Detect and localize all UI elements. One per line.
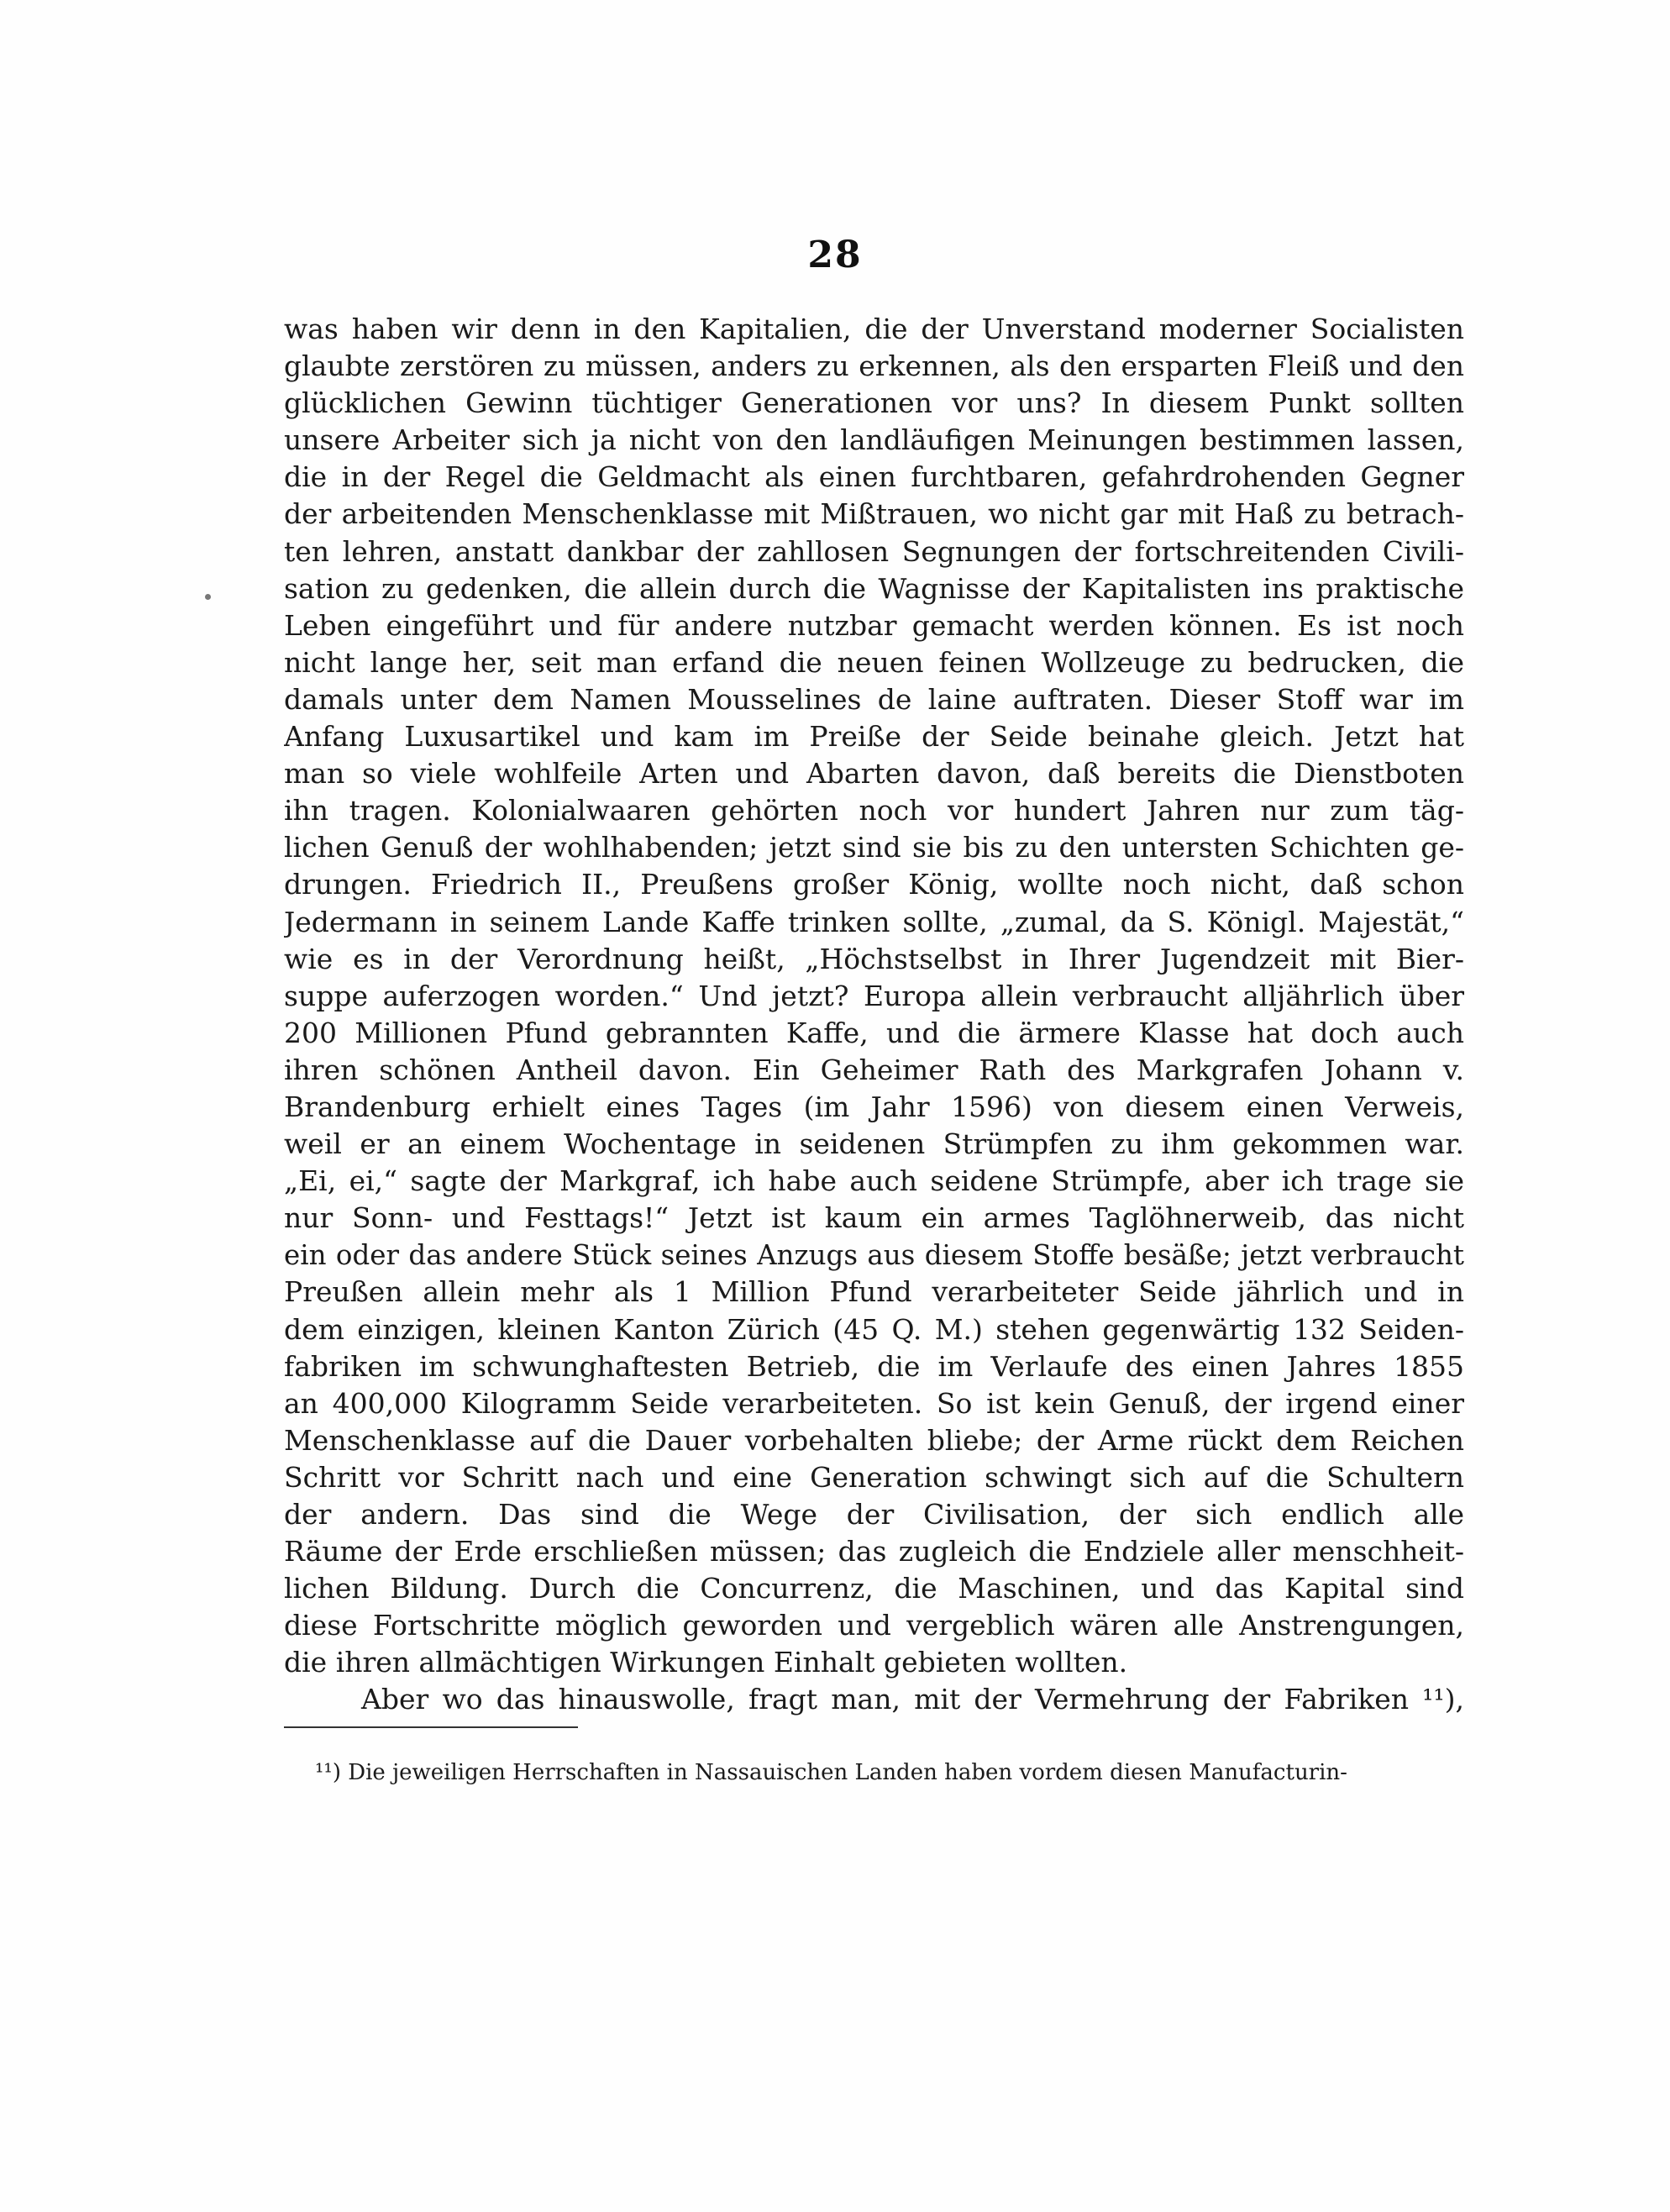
- text-line: ihn tragen. Kolonialwaaren gehörten noch vor hundert Jahren nur zum täg-: [284, 794, 1464, 828]
- text-line: was haben wir denn in den Kapitalien, die der Unverstand moderner Socialisten: [284, 313, 1464, 345]
- text-line: fabriken im schwunghaftesten Betrieb, die im Verlaufe des einen Jahres 1855: [284, 1349, 1464, 1383]
- text-line: dem einzigen, kleinen Kanton Zürich (45 Q. M.) stehen gegenwärtig 132 Seiden-: [284, 1312, 1464, 1346]
- text-line: Anfang Luxusartikel und kam im Preiße der Seide beinahe gleich. Jetzt hat: [284, 720, 1464, 754]
- footnote-rule: [284, 1726, 578, 1728]
- text-line: ten lehren, anstatt dankbar der zahllosen Segnungen der fortschreitenden Civili-: [284, 534, 1464, 568]
- text-line: 200 Millionen Pfund gebrannten Kaffe, und die ärmere Klasse hat doch auch: [284, 1016, 1464, 1049]
- text-line: weil er an einem Wochentage in seidenen Strümpfen zu ihm gekommen war.: [284, 1127, 1464, 1161]
- text-line: lichen Bildung. Durch die Concurrenz, die Maschinen, und das Kapital sind: [284, 1572, 1464, 1605]
- text-line: Räume der Erde erschließen müssen; das zugleich die Endziele aller menschheit-: [284, 1535, 1464, 1568]
- text-line: „Ei, ei,“ sagte der Markgraf, ich habe auch seidene Strümpfe, aber ich trage sie: [284, 1164, 1464, 1198]
- text-line: der andern. Das sind die Wege der Civilisation, der sich endlich alle: [284, 1498, 1464, 1531]
- text-line: die in der Regel die Geldmacht als einen furchtbaren, gefahrdrohenden Gegner: [284, 460, 1464, 494]
- text-line: Aber wo das hinauswolle, fragt man, mit der Vermehrung der Fabriken ¹¹),: [361, 1683, 1464, 1716]
- text-line: Jedermann in seinem Lande Kaffe trinken sollte, „zumal, da S. Königl. Majestät,“: [284, 905, 1464, 938]
- text-line: der arbeitenden Menschenklasse mit Mißtrauen, wo nicht gar mit Haß zu betrach-: [284, 497, 1464, 531]
- page-number: 28: [807, 234, 863, 276]
- text-line: glücklichen Gewinn tüchtiger Generationen vor uns? In diesem Punkt sollten: [284, 386, 1464, 420]
- text-line: Brandenburg erhielt eines Tages (im Jahr 1596) von diesem einen Verweis,: [284, 1090, 1464, 1123]
- text-line: Preußen allein mehr als 1 Million Pfund verarbeiteter Seide jährlich und in: [284, 1275, 1464, 1309]
- text-line: sation zu gedenken, die allein durch die Wagnisse der Kapitalisten ins praktische: [284, 571, 1464, 605]
- text-line: wie es in der Verordnung heißt, „Höchstselbst in Ihrer Jugendzeit mit Bier-: [284, 942, 1464, 975]
- text-line: damals unter dem Namen Mousselines de laine auftraten. Dieser Stoff war im: [284, 682, 1464, 716]
- body-text: [284, 311, 1464, 1719]
- ink-speck: [205, 594, 211, 600]
- text-line: ein oder das andere Stück seines Anzugs aus diesem Stoffe besäße; jetzt verbraucht: [284, 1239, 1464, 1272]
- text-line: drungen. Friedrich II., Preußens großer König, wollte noch nicht, daß schon: [284, 868, 1464, 901]
- text-line: Menschenklasse auf die Dauer vorbehalten bliebe; der Arme rückt dem Reichen: [284, 1423, 1464, 1457]
- text-line: an 400,000 Kilogramm Seide verarbeiteten. So ist kein Genuß, der irgend einer: [284, 1386, 1464, 1420]
- text-line: glaubte zerstören zu müssen, anders zu erkennen, als den ersparten Fleiß und den: [284, 349, 1464, 383]
- text-line: man so viele wohlfeile Arten und Abarten davon, daß bereits die Dienstboten: [284, 757, 1464, 791]
- text-line: Leben eingeführt und für andere nutzbar gemacht werden können. Es ist noch: [284, 608, 1464, 642]
- text-line: nicht lange her, seit man erfand die neuen feinen Wollzeuge zu bedrucken, die: [284, 645, 1464, 679]
- text-line: lichen Genuß der wohlhabenden; jetzt sind sie bis zu den untersten Schichten ge-: [284, 831, 1464, 864]
- text-line: Schritt vor Schritt nach und eine Generation schwingt sich auf die Schultern: [284, 1460, 1464, 1494]
- text-line: suppe auferzogen worden.“ Und jetzt? Europa allein verbraucht alljährlich über: [284, 979, 1464, 1012]
- text-line: die ihren allmächtigen Wirkungen Einhalt gebieten wollten.: [284, 1646, 1128, 1679]
- text-line: diese Fortschritte möglich geworden und vergeblich wären alle Anstrengungen,: [284, 1609, 1464, 1642]
- text-line: unsere Arbeiter sich ja nicht von den landläufigen Meinungen bestimmen lassen,: [284, 423, 1464, 457]
- footnote: ¹¹) Die jeweiligen Herrschaften in Nassauischen Landen haben vordem diesen Manufacturin-: [315, 1760, 1347, 1785]
- text-line: nur Sonn- und Festtags!“ Jetzt ist kaum ein armes Taglöhnerweib, das nicht: [284, 1201, 1464, 1235]
- text-line: ihren schönen Antheil davon. Ein Geheimer Rath des Markgrafen Johann v.: [284, 1053, 1464, 1086]
